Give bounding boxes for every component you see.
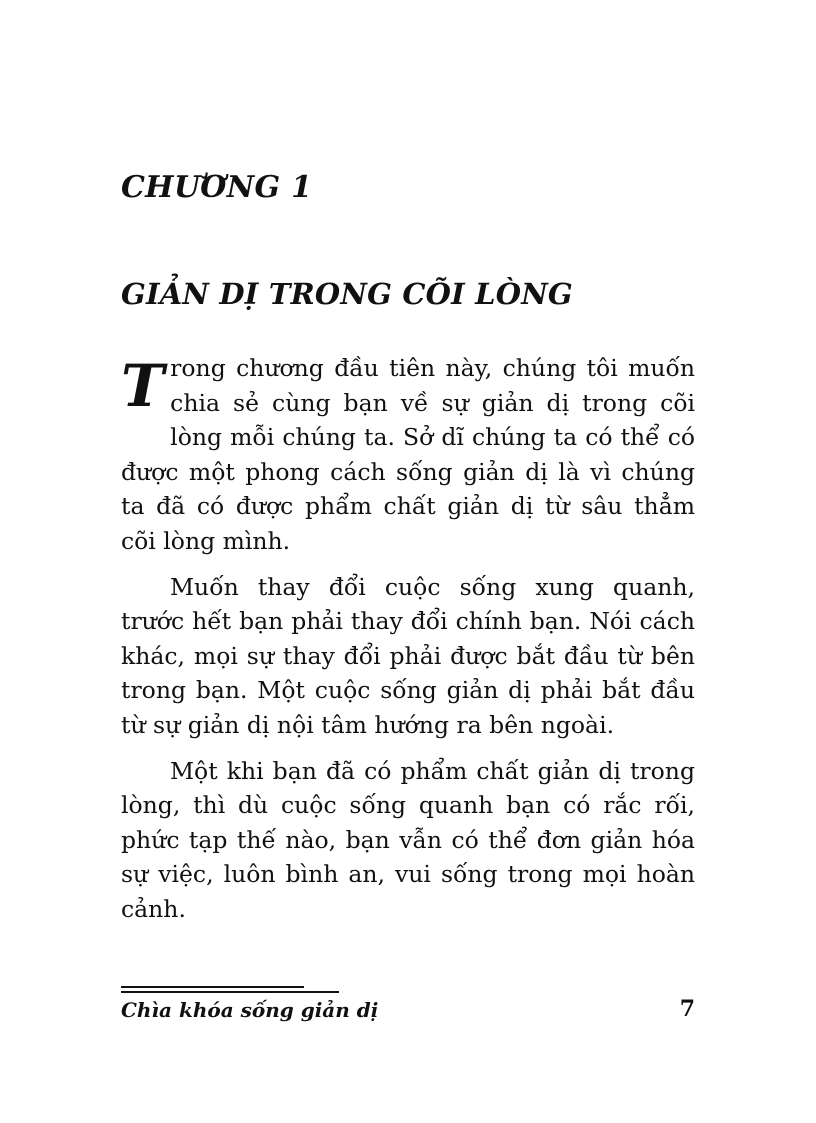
footer-book-title: Chìa khóa sống giản dị [121, 998, 379, 1022]
body-text [121, 351, 695, 938]
paragraph-2: Muốn thay đổi cuộc sống xung quanh, trước hết bạn phải thay đổi chính bạn. Nói cách khác, mọi sự thay đổi phải được bắt đầu từ bên trong bạn. Một cuộc sống giản dị phải bắt đầu từ sự giản dị nội tâm hướng ra bên ngoài. [121, 572, 695, 739]
chapter-label: CHƯƠNG 1 [121, 170, 313, 205]
drop-cap-letter: T [121, 352, 165, 420]
footer-rule-upper [121, 986, 304, 988]
paragraph-1 [121, 351, 695, 559]
paragraph-1-text: rong chương đầu tiên này, chúng tôi muốn chia sẻ cùng bạn về sự giản dị trong cõi lòng mỗi chúng ta. Sở dĩ chúng ta có thể có được một phong cách sống giản dị là vì chúng ta đã có được phẩm chất giản dị từ sâu thẳm cõi lòng mình. [121, 354, 695, 555]
footer-rule-lower [121, 991, 339, 993]
page-number: 7 [679, 996, 695, 1022]
chapter-title: GIẢN DỊ TRONG CÕI LÒNG [121, 277, 573, 311]
paragraph-3: Một khi bạn đã có phẩm chất giản dị trong lòng, thì dù cuộc sống quanh bạn có rắc rối, phức tạp thế nào, bạn vẫn có thể đơn giản hóa sự việc, luôn bình an, vui sống trong mọi hoàn cảnh. [121, 756, 695, 923]
